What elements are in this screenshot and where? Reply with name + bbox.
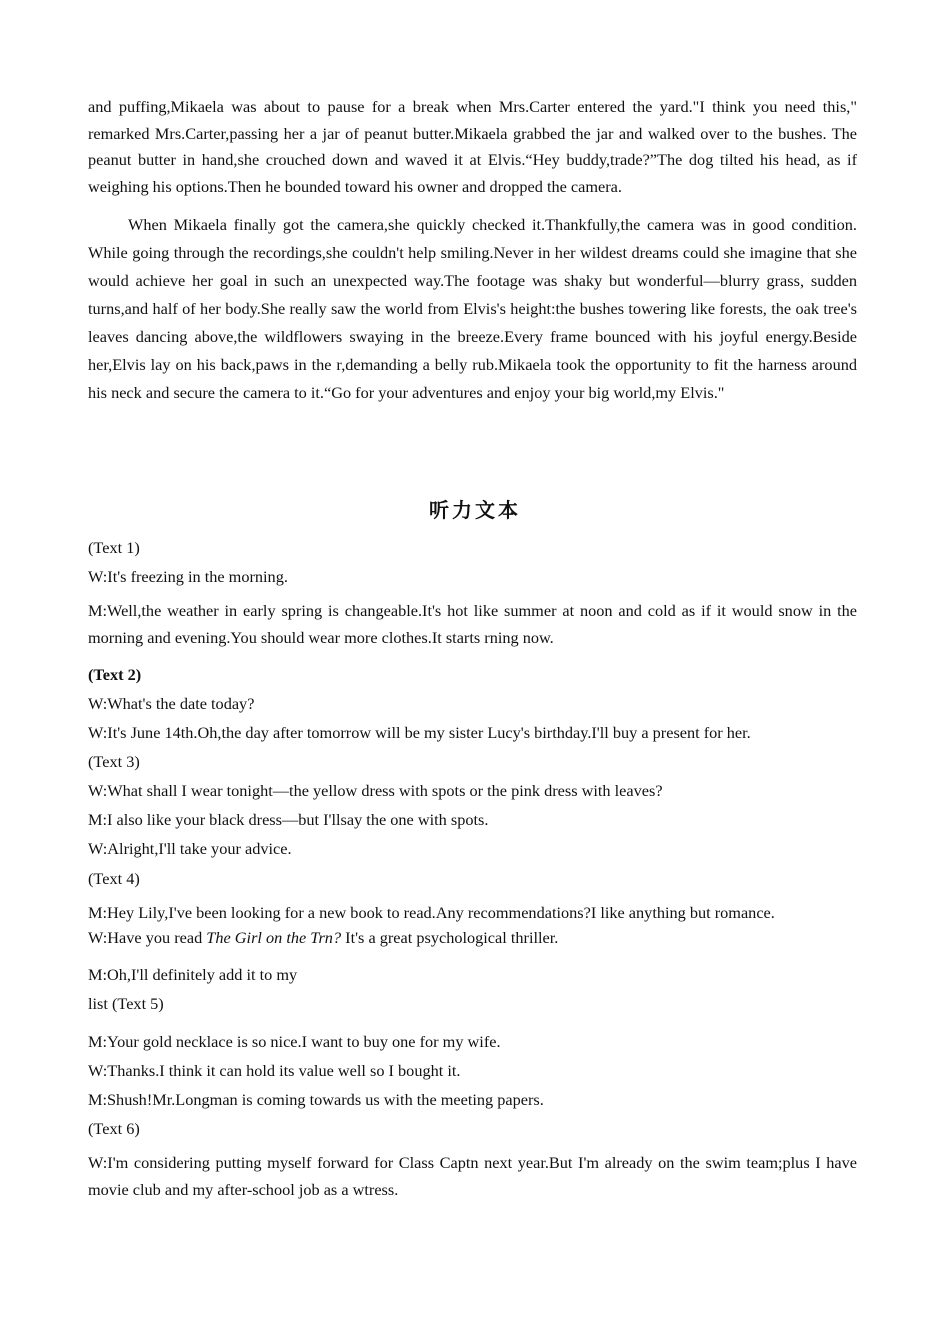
story-paragraph-1: and puffing,Mikaela was about to pause for a break when Mrs.Carter entered the yard."I think you need this," remarked Mrs.Carter,passing her a jar of peanut butter.Mikaela grabbed the jar and walked over to the bushes. The peanut butter in hand,she crouched down and waved it at Elvis.“Hey buddy,trade?”The dog tilted his head, as if weighing his options.Then he bounded toward his owner and dropped the camera. (88, 97, 857, 196)
section-heading: 听力文本 (429, 498, 521, 522)
story-paragraph-2: When Mikaela finally got the camera,she quickly checked it.Thankfully,the camera was in good condition. While going through the recordings,she couldn't help smiling.Never in her wildest dreams could she imagine that she would achieve her goal in such an unexpected way.The footage was shaky but wonderful—blurry grass, sudden turns,and half of her body.She really saw the world from Elvis's height:the bushes towering like forests, the oak tree's leaves dancing above,the wildflowers swaying in the breeze.Every frame bounced with his joyful energy.Beside her,Elvis lay on his back,paws in the r,demanding a belly rub.Mikaela took the opportunity to fit the harness around his neck and secure the camera to it.“Go for your adventures and enjoy your big world,my Elvis." (88, 215, 857, 402)
text2-label: (Text 2) (88, 665, 142, 684)
text5-woman-line: W:Thanks.I think it can hold its value well so I bought it. (88, 1061, 461, 1080)
text2-woman-line-1: W:What's the date today? (88, 694, 255, 713)
book-title: The Girl on the Trn? (206, 928, 342, 947)
text4-label: (Text 4) (88, 869, 140, 888)
text4-man-line-1: M:Hey Lily,I've been looking for a new book to read.Any recommendations?I like anything but romance. (88, 903, 775, 922)
text5-label-line: list (Text 5) (88, 994, 164, 1013)
text6-woman-line: W:I'm considering putting myself forward for Class Captn next year.But I'm already on the swim team;plus I have movie club and my after-school job as a wtress. (88, 1153, 857, 1199)
text1-woman-line: W:It's freezing in the morning. (88, 567, 288, 586)
text3-woman-line-1: W:What shall I wear tonight—the yellow dress with spots or the pink dress with leaves? (88, 781, 663, 800)
text5-man-line-1: M:Your gold necklace is so nice.I want to buy one for my wife. (88, 1032, 501, 1051)
text4-man-line-2: M:Oh,I'll definitely add it to my (88, 965, 298, 984)
text3-man-line: M:I also like your black dress—but I'llsay the one with spots. (88, 810, 489, 829)
text5-man-line-2: M:Shush!Mr.Longman is coming towards us with the meeting papers. (88, 1090, 544, 1109)
text6-label: (Text 6) (88, 1119, 140, 1138)
text3-woman-line-2: W:Alright,I'll take your advice. (88, 839, 292, 858)
text1-label: (Text 1) (88, 538, 140, 557)
text1-man-line: M:Well,the weather in early spring is changeable.It's hot like summer at noon and cold as if it would snow in the morning and evening.You should wear more clothes.It starts rning now. (88, 601, 857, 647)
text4-woman-suffix: It's a great psychological thriller. (341, 928, 559, 947)
text4-woman-line (88, 926, 857, 950)
text3-label: (Text 3) (88, 752, 140, 771)
text2-woman-line-2: W:It's June 14th.Oh,the day after tomorrow will be my sister Lucy's birthday.I'll buy a present for her. (88, 723, 751, 742)
text4-woman-prefix: W:Have you read (88, 928, 207, 947)
